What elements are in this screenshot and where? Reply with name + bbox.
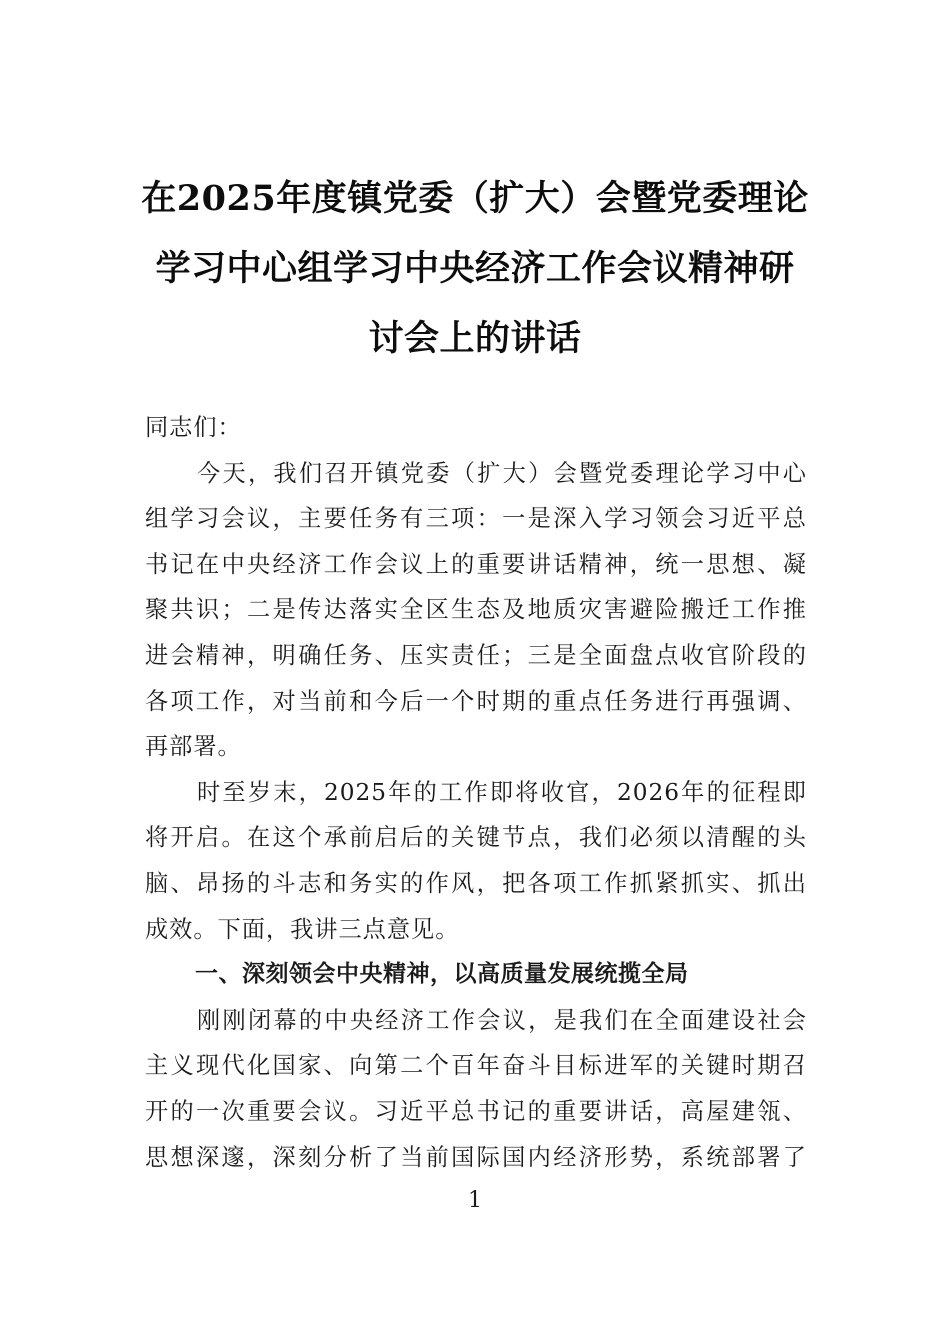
paragraph-line: 今天，我们召开镇党委（扩大）会暨党委理论学习中心	[197, 459, 807, 487]
paragraph-line: 聚共识；二是传达落实全区生态及地质灾害避险搬迁工作推	[145, 596, 807, 624]
paragraph-line: 各项工作，对当前和今后一个时期的重点任务进行再强调、	[145, 687, 807, 715]
salutation: 同志们：	[145, 414, 242, 441]
paragraph-line: 刚刚闭幕的中央经济工作会议，是我们在全面建设社会	[197, 1006, 807, 1034]
paragraph-line: 书记在中央经济工作会议上的重要讲话精神，统一思想、凝	[145, 550, 807, 578]
paragraph-line: 主义现代化国家、向第二个百年奋斗目标进军的关键时期召	[145, 1052, 807, 1080]
section-heading-1: 一、深刻领会中央精神，以高质量发展统揽全局	[195, 961, 689, 988]
paragraph-line: 进会精神，明确任务、压实责任；三是全面盘点收官阶段的	[145, 641, 807, 669]
page-number: 1	[468, 1188, 482, 1213]
paragraph-line: 脑、昂扬的斗志和务实的作风，把各项工作抓紧抓实、抓出	[145, 869, 807, 897]
paragraph-line: 再部署。	[145, 733, 242, 761]
paragraph-2	[145, 770, 807, 952]
title-line-1: 在2025年度镇党委（扩大）会暨党委理论	[141, 178, 809, 219]
paragraph-line: 思想深邃，深刻分析了当前国际国内经济形势，系统部署了	[145, 1143, 807, 1171]
paragraph-line: 将开启。在这个承前启后的关键节点，我们必须以清醒的头	[145, 824, 807, 852]
document-body	[145, 405, 807, 1180]
document-title	[140, 164, 810, 374]
paragraph-line: 组学习会议，主要任务有三项：一是深入学习领会习近平总	[145, 505, 807, 533]
paragraph-1	[145, 451, 807, 770]
paragraph-line: 成效。下面，我讲三点意见。	[145, 915, 460, 943]
title-line-3: 讨会上的讲话	[368, 318, 582, 359]
paragraph-line: 开的一次重要会议。习近平总书记的重要讲话，高屋建瓴、	[145, 1097, 807, 1125]
title-line-2: 学习中心组学习中央经济工作会议精神研	[155, 248, 795, 289]
paragraph-3	[145, 998, 807, 1180]
paragraph-line: 时至岁末，2025年的工作即将收官，2026年的征程即	[197, 778, 807, 806]
